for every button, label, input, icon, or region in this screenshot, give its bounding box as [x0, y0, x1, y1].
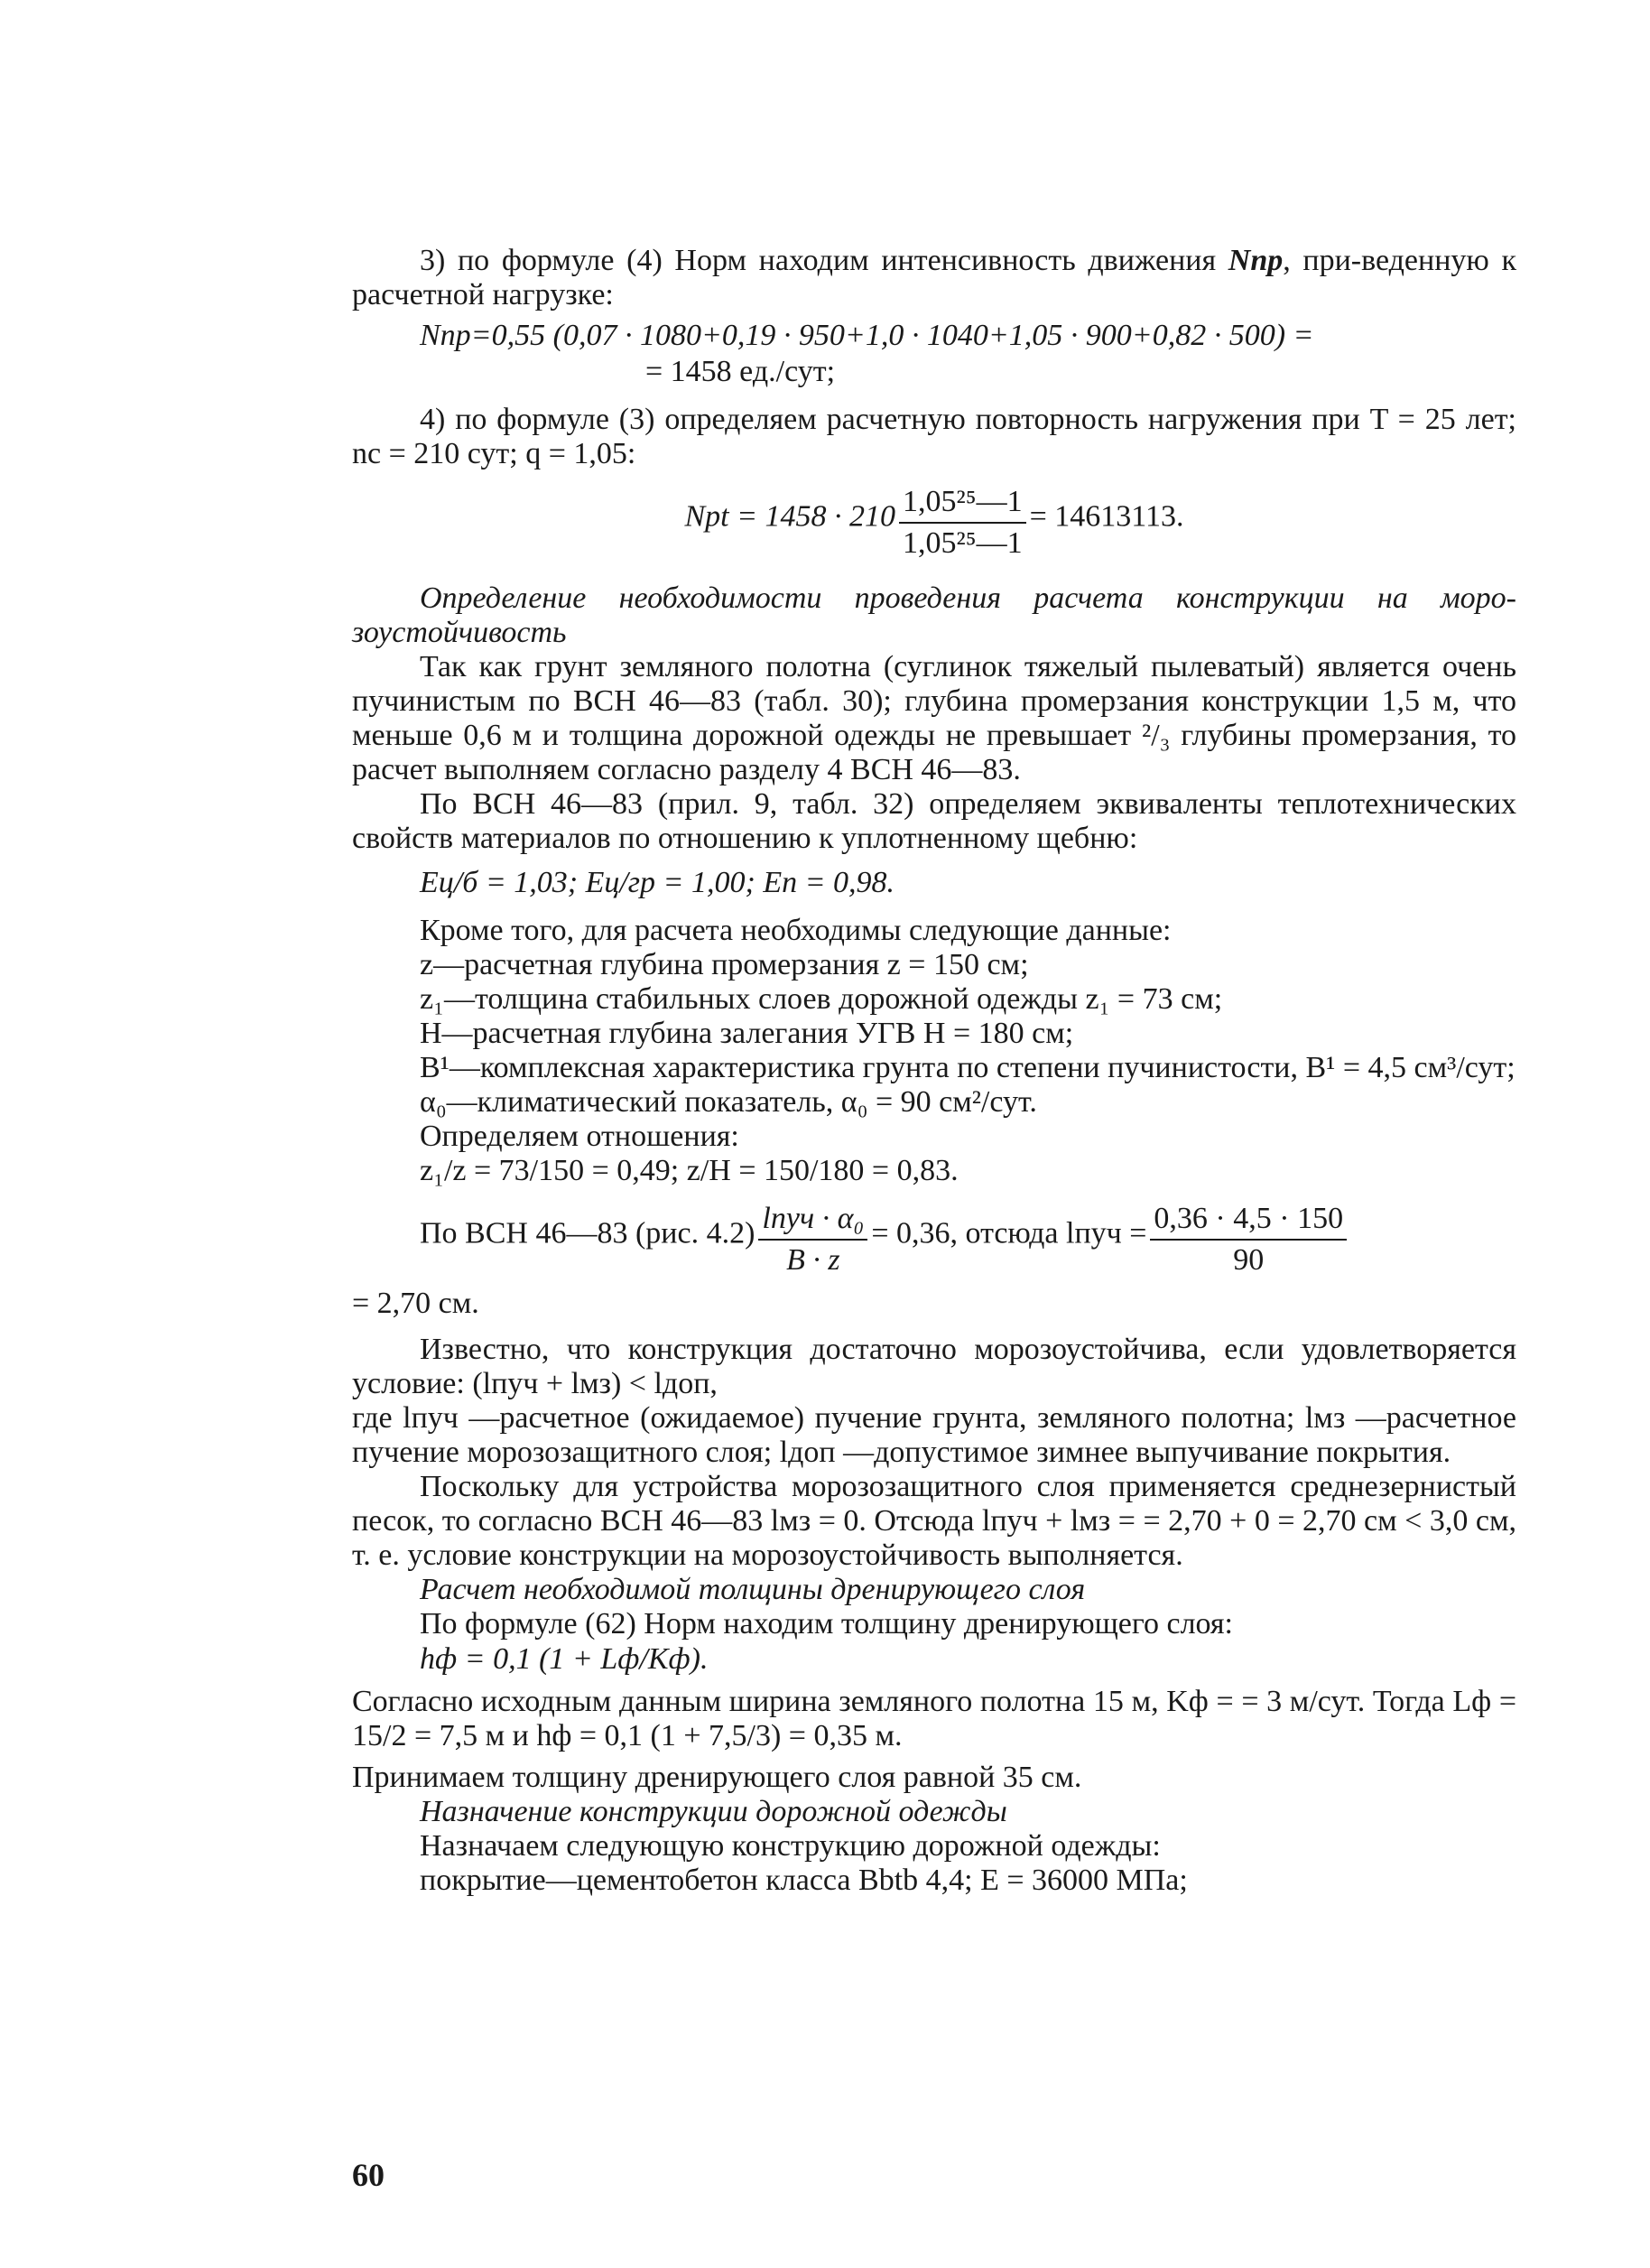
- fraction: $\frac{0,36 \cdot 4,5 \cdot 150}{90}$: [1150, 1199, 1347, 1280]
- equation-npr: Nпр=0,55 (0,07 · 1080+0,19 · 950+1,0 · 1040+1,05 · 900+0,82 · 500) = = 1458 ед./сут;: [420, 319, 1314, 388]
- definition-item: α₀—климатический показатель, α₀ = 90 см²/сут.: [420, 1085, 1037, 1119]
- paragraph: Согласно исходным данным ширина земляного полотна 15 м, Kф = = 3 м/сут. Тогда Lф = 15/2 = 7,5 м и hф = 0,1 (1 + 7,5/3) = 0,35 м.: [352, 1685, 1516, 1752]
- page-number: 60: [352, 2157, 385, 2193]
- paragraph: По формуле (62) Норм находим толщину дренирующего слоя:: [420, 1607, 1233, 1641]
- paragraph: По ВСН 46—83 (прил. 9, табл. 32) определяем эквиваленты теплотехнических свойств материалов по отношению к уплотненному щебню:: [352, 787, 1516, 855]
- definition-item: H—расчетная глубина залегания УГВ H = 180 см;: [420, 1017, 1074, 1050]
- paragraph: Так как грунт земляного полотна (суглинок тяжелый пылеватый) является очень пучинистым по ВСН 46—83 (табл. 30); глубина промерзания конструкции 1,5 м, что меньше 0,6 м и толщина дорожной одежды не превышает ²/₃ глубины промерзания, то расчет выполняем согласно разделу 4 ВСН 46—83.: [352, 650, 1516, 786]
- paragraph: Поскольку для устройства морозозащитного слоя применяется среднезернистый песок, то согласно ВСН 46—83 lмз = 0. Отсюда lпуч + lмз = = 2,70 + 0 = 2,70 см < 3,0 см, т. е. условие конструкции на морозоустойчивость выполняется.: [352, 1470, 1516, 1572]
- page-body: [352, 244, 1516, 1898]
- paragraph: Кроме того, для расчета необходимы следующие данные:: [420, 914, 1172, 947]
- equation-lpuch: По ВСН 46—83 (рис. 4.2) $\frac{\text{lпуч · α₀}}{B \cdot z}$ = 0,36, отсюда lпуч = $\frac{0,36 \cdot 4,5 \cdot 150}{90}$: [420, 1199, 1516, 1280]
- definition-item: z₁/z = 73/150 = 0,49; z/H = 150/180 = 0,83.: [420, 1154, 959, 1187]
- definition-item: z—расчетная глубина промерзания z = 150 см;: [420, 948, 1029, 981]
- paragraph: Принимаем толщину дренирующего слоя равной 35 см.: [352, 1761, 1082, 1794]
- section-heading-drainage: Расчет необходимой толщины дренирующего слоя: [420, 1573, 1086, 1606]
- var-npr: Nпр: [1228, 244, 1284, 277]
- definition-item: Определяем отношения:: [420, 1120, 739, 1153]
- definition-item: z₁—толщина стабильных слоев дорожной одежды z₁ = 73 см;: [420, 982, 1223, 1016]
- equation-hf: hф = 0,1 (1 + Lф/Kф).: [420, 1642, 709, 1676]
- section-heading-frost: Определение необходимости проведения расчета конструкции на моро-зоустойчивость: [352, 581, 1516, 649]
- equation-result: = 2,70 см.: [352, 1287, 479, 1320]
- paragraph: Назначаем следующую конструкцию дорожной одежды:: [420, 1829, 1161, 1863]
- paragraph: Известно, что конструкция достаточно морозоустойчива, если удовлетворяется условие: (lпуч + lмз) < lдоп,: [352, 1333, 1516, 1400]
- paragraph: покрытие—цементобетон класса Bbtb 4,4; E = 36000 МПа;: [420, 1864, 1188, 1897]
- section-heading-construction: Назначение конструкции дорожной одежды: [420, 1795, 1007, 1828]
- item-3: 3) по формуле (4) Норм находим интенсивность движения Nпр, при-веденную к расчетной нагрузке:: [352, 244, 1516, 311]
- equation-equivalents: Eц/б = 1,03; Eц/гр = 1,00; Eп = 0,98.: [420, 866, 895, 899]
- paragraph: где lпуч —расчетное (ожидаемое) пучение грунта, земляного полотна; lмз —расчетное пучение морозозащитного слоя; lдоп —допустимое зимнее выпучивание покрытия.: [352, 1401, 1516, 1469]
- item-4: 4) по формуле (3) определяем расчетную повторность нагружения при T = 25 лет; nc = 210 сут; q = 1,05:: [352, 403, 1516, 470]
- definition-item: B¹—комплексная характеристика грунта по степени пучинистости, B¹ = 4,5 см³/сут;: [420, 1051, 1516, 1084]
- fraction: $\frac{\text{lпуч · α₀}}{B \cdot z}$: [758, 1199, 867, 1280]
- equation-npt: Npt = 1458 · 210 $\frac{\text{1,05²⁵—1}}{\text{1,05²⁵—1}}$ = 14613113.: [352, 482, 1516, 563]
- fraction: $\frac{\text{1,05²⁵—1}}{\text{1,05²⁵—1}}$: [899, 482, 1026, 563]
